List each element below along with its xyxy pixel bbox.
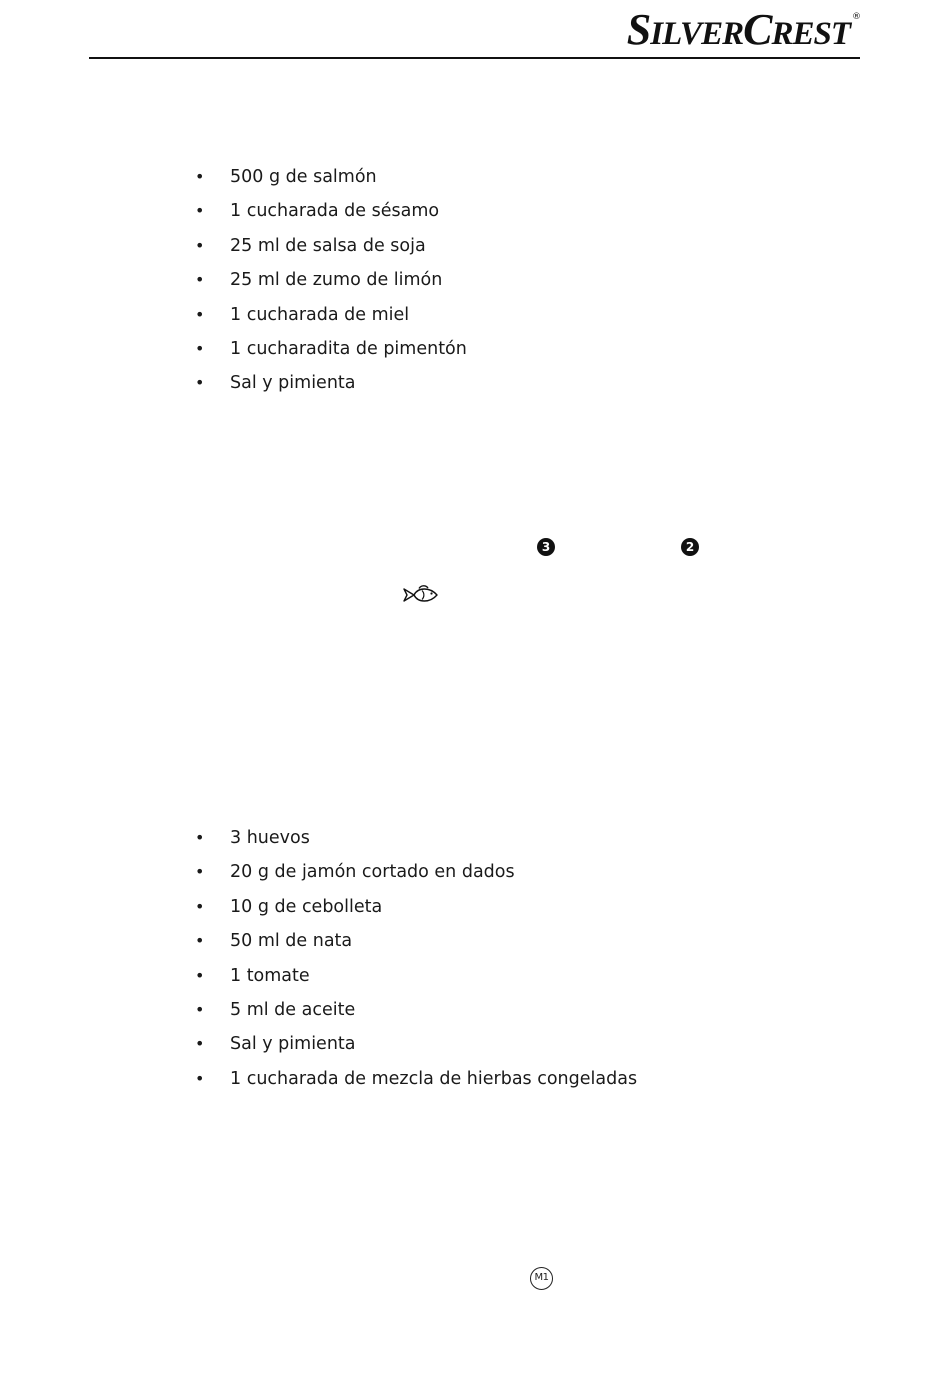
- fish-icon: [401, 583, 439, 607]
- ingredient-item: • 1 cucharada de mezcla de hierbas congeladas: [195, 1062, 637, 1096]
- silvercrest-logo: [627, 4, 860, 55]
- ingredient-list-salmon: [195, 160, 467, 401]
- ingredient-item: • Sal y pimienta: [195, 1027, 637, 1061]
- ingredient-item: • 500 g de salmón: [195, 160, 467, 194]
- logo-letter: C: [743, 5, 772, 54]
- ingredient-item: • 1 cucharada de sésamo: [195, 194, 467, 228]
- ingredient-item: • 25 ml de salsa de soja: [195, 229, 467, 263]
- ingredient-item: • 1 cucharadita de pimentón: [195, 332, 467, 366]
- ingredient-item: • 25 ml de zumo de limón: [195, 263, 467, 297]
- logo-letters: REST: [771, 16, 850, 52]
- ingredient-item: • 1 cucharada de miel: [195, 298, 467, 332]
- step-number-badge: 3: [537, 538, 555, 556]
- logo-letter: S: [626, 5, 651, 54]
- memory-m1-icon: M1: [530, 1267, 553, 1290]
- registered-mark: ®: [852, 12, 860, 22]
- ingredient-list-omelette: [195, 821, 637, 1096]
- ingredient-item: • 5 ml de aceite: [195, 993, 637, 1027]
- step-number-badge: 2: [681, 538, 699, 556]
- ingredient-item: • 20 g de jamón cortado en dados: [195, 855, 637, 889]
- ingredient-item: • 3 huevos: [195, 821, 637, 855]
- ingredient-item: • 10 g de cebolleta: [195, 890, 637, 924]
- header-rule: [89, 57, 860, 59]
- ingredient-item: • 50 ml de nata: [195, 924, 637, 958]
- logo-letters: ILVER: [650, 16, 744, 52]
- ingredient-item: • 1 tomate: [195, 959, 637, 993]
- ingredient-item: • Sal y pimienta: [195, 366, 467, 400]
